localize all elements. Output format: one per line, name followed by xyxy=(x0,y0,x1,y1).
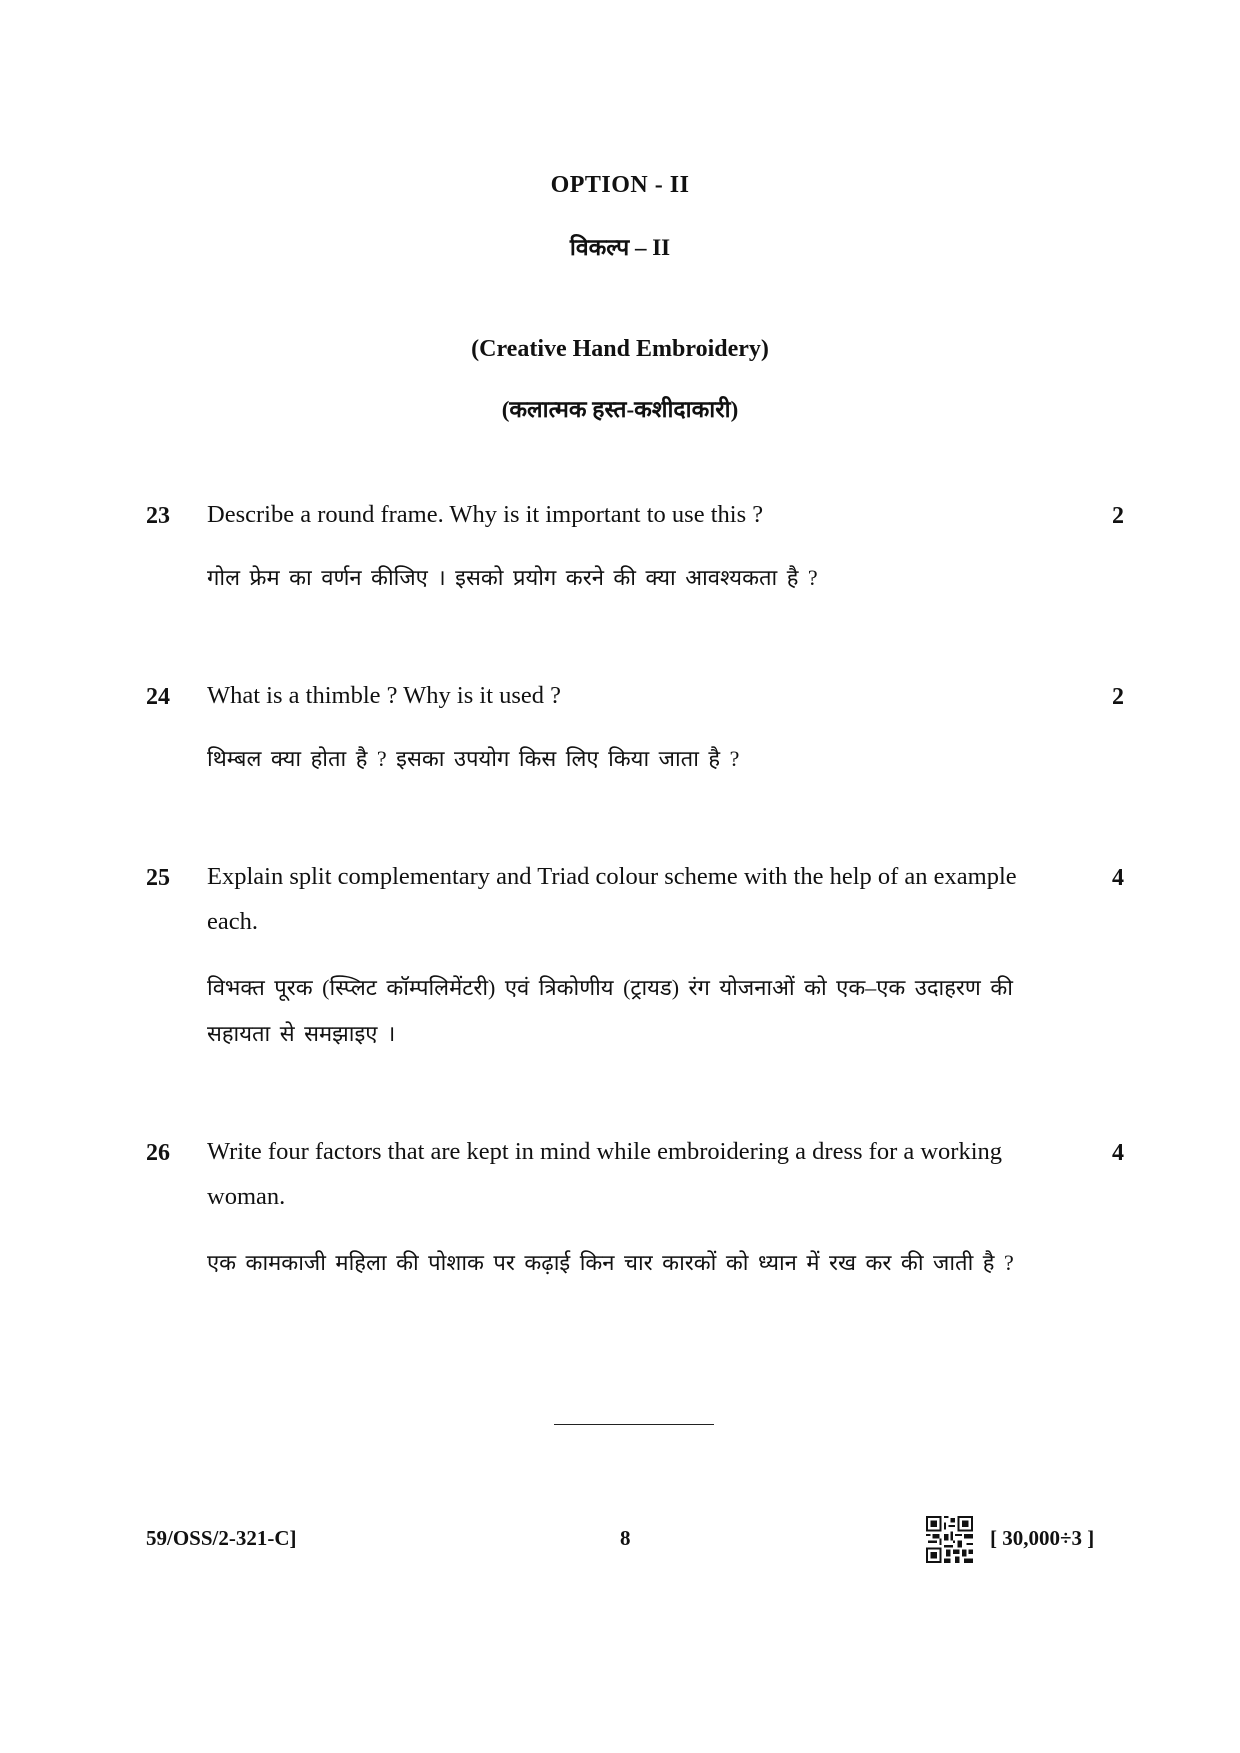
subject-title: (Creative Hand Embroidery) xyxy=(471,336,769,362)
end-divider xyxy=(554,1424,714,1425)
question-marks: 4 xyxy=(1112,1140,1124,1166)
qr-code-icon xyxy=(926,1516,973,1563)
question-text-hi: एक कामकाजी महिला की पोशाक पर कढ़ाई किन चार कारकों को ध्यान में रख कर की जाती है ? xyxy=(207,1250,1014,1275)
option-title-hindi: विकल्प – II xyxy=(569,235,671,260)
paper-code: 59/OSS/2-321-C] xyxy=(146,1526,297,1550)
question-text-hi: गोल फ्रेम का वर्णन कीजिए । इसको प्रयोग करने की क्या आवश्यकता है ? xyxy=(207,565,818,590)
question-number: 24 xyxy=(146,684,170,710)
question-text-en: Describe a round frame. Why is it important to use this ? xyxy=(207,501,764,528)
page-number: 8 xyxy=(620,1526,631,1550)
question-text-en: Write four factors that are kept in mind while embroidering a dress for a working woman. xyxy=(207,1138,1003,1210)
question-number: 23 xyxy=(146,503,170,529)
question-number: 26 xyxy=(146,1140,170,1166)
question-text-en: Explain split complementary and Triad colour scheme with the help of an example each. xyxy=(207,863,1017,935)
page-footer xyxy=(0,1516,1240,1556)
question-marks: 2 xyxy=(1112,503,1124,529)
question-text-hi: विभक्त पूरक (स्प्लिट कॉम्पलिमेंटरी) एवं त्रिकोणीय (ट्रायड) रंग योजनाओं को एक–एक उदाहरण की सहायता से समझाइए । xyxy=(207,975,1013,1046)
subject-title-hindi: (कलात्मक हस्त-कशीदाकारी) xyxy=(501,397,739,422)
print-count: [ 30,000÷3 ] xyxy=(990,1526,1095,1550)
question-number: 25 xyxy=(146,865,170,891)
question-marks: 4 xyxy=(1112,865,1124,891)
option-title: OPTION - II xyxy=(550,172,690,198)
question-text-hi: थिम्बल क्या होता है ? इसका उपयोग किस लिए किया जाता है ? xyxy=(207,746,740,771)
question-marks: 2 xyxy=(1112,684,1124,710)
question-text-en: What is a thimble ? Why is it used ? xyxy=(207,682,562,709)
